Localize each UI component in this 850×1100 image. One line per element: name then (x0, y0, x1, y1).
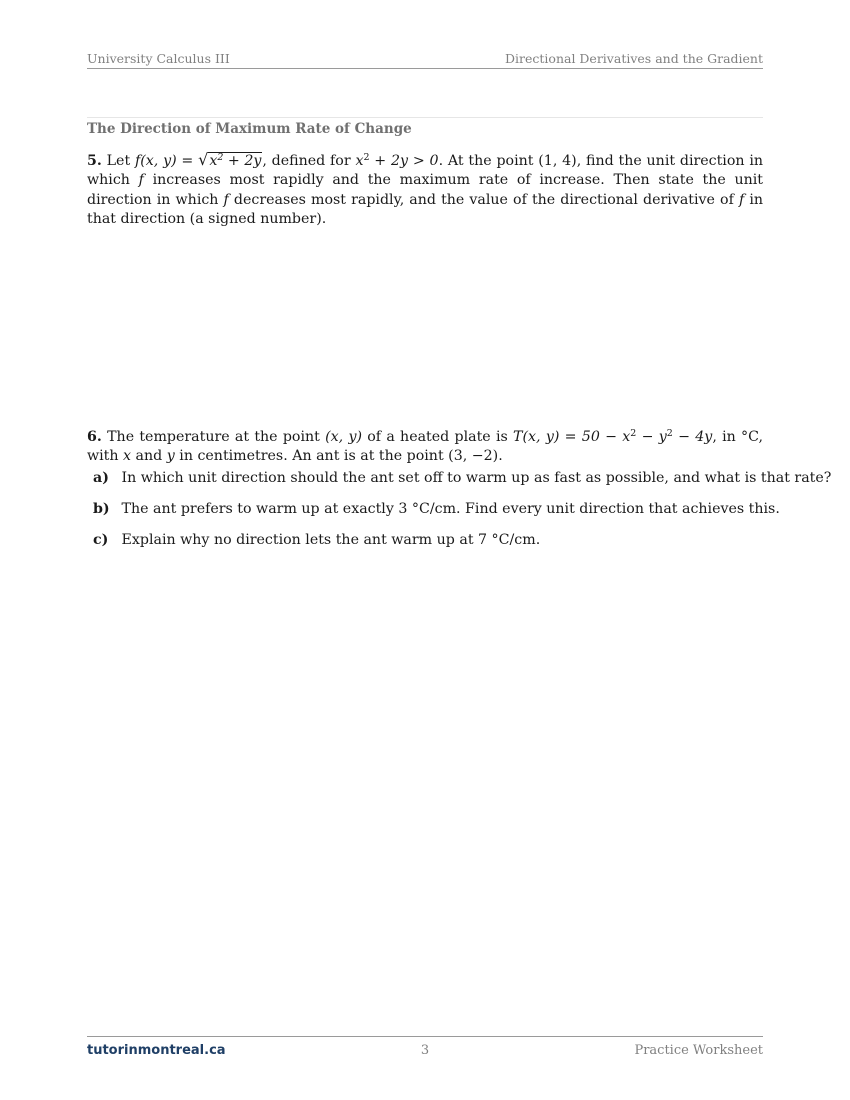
exponent: 2 (666, 428, 673, 439)
section-title: The Direction of Maximum Rate of Change (87, 121, 412, 137)
exponent: 2 (363, 152, 370, 163)
part-text: Explain why no direction lets the ant warm up at 7 °C/cm. (121, 532, 541, 548)
problem-text: Let (106, 153, 135, 169)
math-symbol: x (123, 448, 132, 465)
math-expression: + 2y > 0 (369, 153, 439, 169)
page-header (87, 50, 763, 69)
math-expression: x (355, 153, 364, 169)
problem-text: The temperature at the point (107, 429, 326, 445)
site-link[interactable]: tutorinmontreal.ca (87, 1043, 226, 1058)
math-expression: x (209, 153, 218, 169)
math-expression: − 4y (672, 429, 713, 445)
page-footer (87, 1036, 763, 1061)
square-root (198, 150, 262, 171)
math-expression: (x, y) (325, 429, 362, 445)
chapter-title: Directional Derivatives and the Gradient (505, 51, 763, 66)
math-expression: + 2y (223, 153, 262, 169)
problem-text: in that direction (a signed number). (87, 191, 763, 227)
exponent: 2 (630, 428, 637, 439)
math-symbol: f (223, 191, 229, 208)
exponent: 2 (217, 152, 224, 163)
course-title: University Calculus III (87, 51, 230, 66)
problem-5 (87, 150, 763, 229)
problem-text: and (131, 448, 167, 465)
problem-text: decreases most rapidly, and the value of the directional derivative of (228, 191, 739, 208)
section-divider (87, 117, 763, 118)
problem-text: , defined for (262, 153, 356, 169)
radicand (208, 152, 262, 169)
problem-text: in centimetres. An ant is at the point (3, −2). (174, 448, 503, 465)
math-symbol: y (166, 448, 175, 465)
problem-number: 6. (87, 429, 102, 445)
problem-text: of a heated plate is (362, 429, 514, 445)
math-expression: (x, y) = (140, 153, 199, 169)
problem-text: increases most rapidly and the maximum rate of increase. Then state the unit direction in which (87, 172, 763, 208)
part-label: c) (93, 532, 109, 548)
problem-text: . At the point (1, 4), find the unit direction in which (87, 153, 764, 189)
radical-sign: √ (198, 150, 209, 169)
part-text: The ant prefers to warm up at exactly 3 °C/cm. Find every unit direction that achieves this. (121, 501, 780, 517)
math-symbol: f (738, 191, 745, 208)
math-expression: T(x, y) = 50 − x (513, 429, 631, 445)
math-symbol: f (134, 153, 141, 169)
part-a (93, 470, 832, 486)
page-number: 3 (420, 1043, 430, 1058)
problem-text: , in °C, with (87, 429, 763, 465)
footer-label: Practice Worksheet (634, 1043, 763, 1058)
math-symbol: f (138, 172, 144, 189)
part-label: b) (93, 501, 110, 517)
part-label: a) (93, 470, 109, 486)
problem-6 (87, 428, 763, 467)
part-text: In which unit direction should the ant set off to warm up as fast as possible, and what is that rate? (121, 470, 832, 486)
part-b (93, 501, 780, 517)
problem-number: 5. (87, 153, 102, 169)
part-c (93, 532, 763, 548)
math-expression: − y (636, 429, 667, 445)
